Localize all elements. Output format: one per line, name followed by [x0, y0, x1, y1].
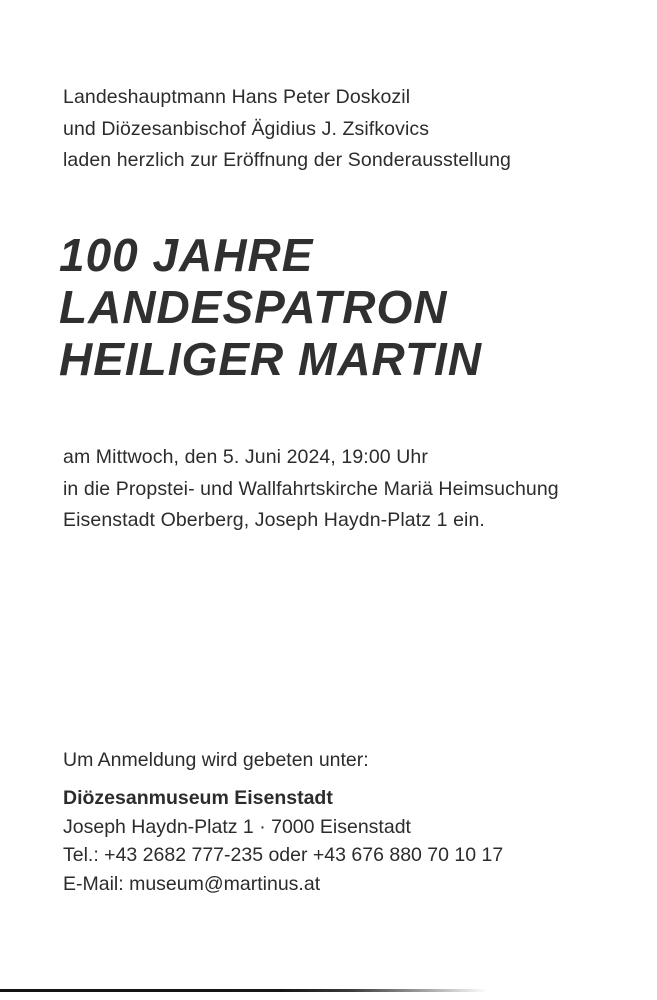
registration-note: Um Anmeldung wird gebeten unter:: [63, 749, 369, 771]
intro-line-2: und Diözesanbischof Ägidius J. Zsifkovics: [63, 117, 430, 140]
exhibition-title-line-2: LANDESPATRON: [59, 281, 448, 333]
exhibition-title-line-1: 100 JAHRE: [59, 229, 314, 281]
page-bottom-edge-line: [0, 989, 487, 992]
event-date-time: am Mittwoch, den 5. Juni 2024, 19:00 Uhr: [63, 446, 428, 468]
intro-line-3: laden herzlich zur Eröffnung der Sonderausstellung: [63, 149, 512, 171]
event-venue: in die Propstei- und Wallfahrtskirche Mariä Heimsuchung: [63, 477, 559, 500]
exhibition-title: [59, 229, 482, 385]
event-address: Eisenstadt Oberberg, Joseph Haydn-Platz 1 ein.: [63, 509, 485, 531]
contact-venue-name: Diözesanmuseum Eisenstadt: [63, 787, 333, 809]
event-details: [63, 442, 559, 537]
contact-block: [63, 784, 503, 898]
intro-text: [63, 82, 511, 177]
contact-email: E-Mail: museum@martinus.at: [63, 872, 321, 895]
contact-address: Joseph Haydn-Platz 1 · 7000 Eisenstadt: [63, 815, 411, 838]
contact-phone: Tel.: +43 2682 777-235 oder +43 676 880 70 10 17: [63, 844, 504, 867]
exhibition-title-line-3: HEILIGER MARTIN: [59, 333, 483, 385]
intro-line-1: Landeshauptmann Hans Peter Doskozil: [63, 86, 411, 108]
